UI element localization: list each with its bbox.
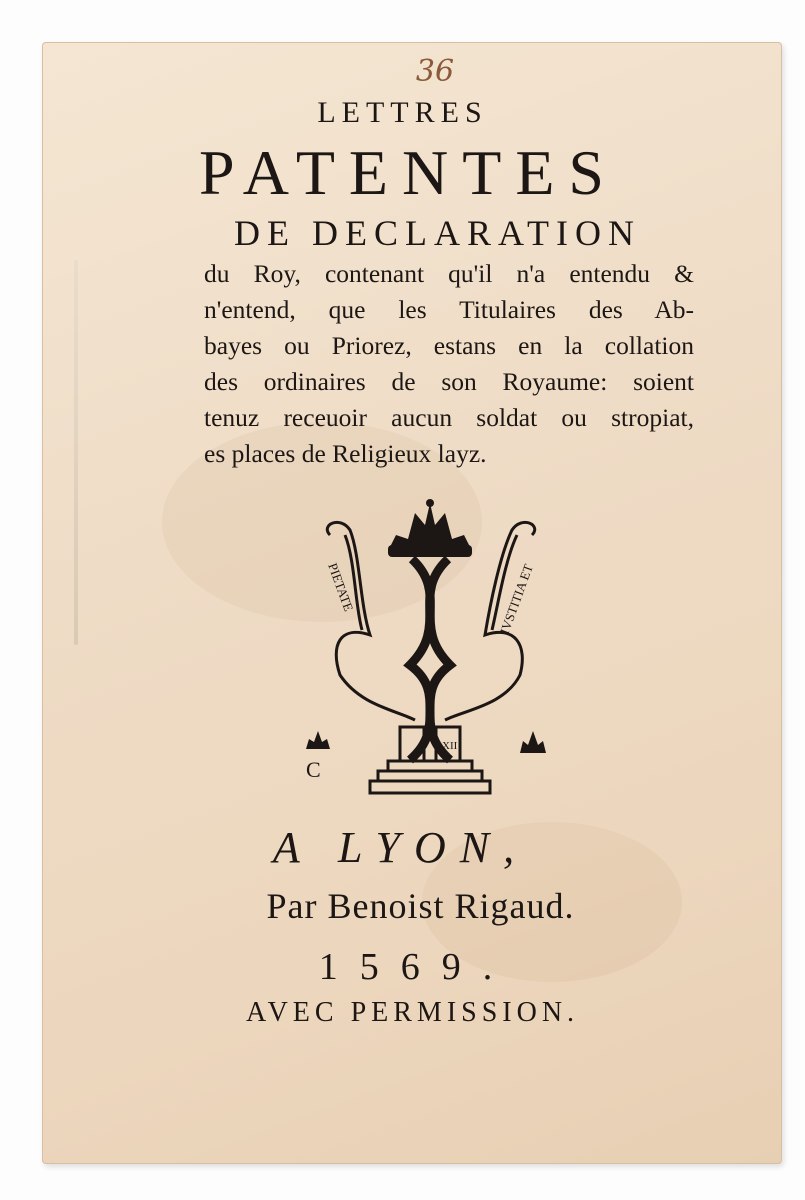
folio-number: 36 <box>415 54 455 89</box>
twisted-column-icon <box>410 559 450 760</box>
imprint-city: A LYON, <box>272 823 529 872</box>
description-line: des ordinaires de son Royaume: soient <box>204 367 694 396</box>
banner-text-right: IVSTITIA ET <box>496 562 536 637</box>
small-crown-right-icon <box>520 731 546 753</box>
title-line-2: PATENTES <box>198 137 619 208</box>
banner-text-left: PIETATE <box>325 560 357 614</box>
description-line: es places de Religieux layz. <box>204 439 487 468</box>
title-description <box>204 256 694 472</box>
imprint-printer: Par Benoist Rigaud. <box>266 886 575 926</box>
description-line: tenuz receuoir aucun soldat ou stropiat, <box>204 403 694 432</box>
description-line: n'entend, que les Titulaires des Ab- <box>204 295 694 324</box>
pillar-mark: XII <box>442 740 458 752</box>
title-line-3: DE DECLARATION <box>234 213 641 253</box>
imprint-year: 1569. <box>318 946 515 988</box>
small-crown-left-icon <box>306 731 330 749</box>
description-line: du Roy, contenant qu'il n'a entendu & <box>204 259 694 288</box>
description-line: bayes ou Priorez, estans en la collation <box>204 331 694 360</box>
binding-stitch <box>74 260 78 645</box>
title-line-1: LETTRES <box>317 96 488 129</box>
mark-initial: C <box>306 757 321 782</box>
printers-mark <box>300 495 560 805</box>
imprint-permission: AVEC PERMISSION. <box>245 997 580 1028</box>
crown-icon <box>388 499 472 557</box>
